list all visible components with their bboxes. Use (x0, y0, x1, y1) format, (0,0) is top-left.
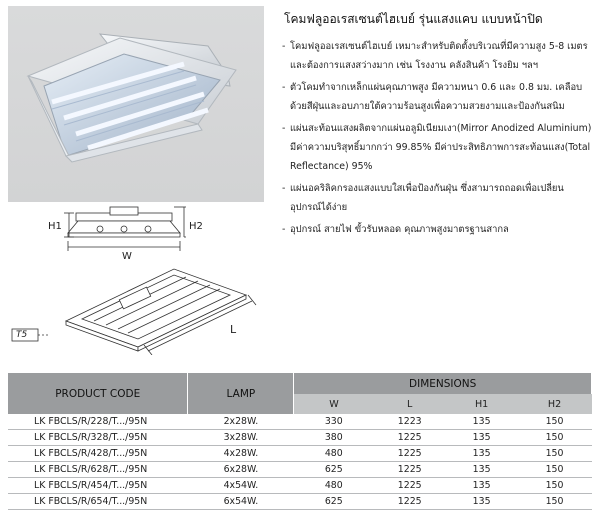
table-row (8, 494, 592, 510)
product-description (282, 10, 594, 244)
cell-w: 330 (294, 414, 374, 430)
cell-l: 1223 (374, 414, 446, 430)
table-row (8, 462, 592, 478)
cell-w: 480 (294, 478, 374, 494)
feature-item: - แผ่นอคริลิคกรองแสงแบบใสเพื่อป้องกันฝุ่น ซึ่งสามารถถอดเพื่อเปลี่ยนอุปกรณ์ได้ง่าย (282, 180, 594, 217)
cell-l: 1225 (374, 462, 446, 478)
cell-l: 1225 (374, 446, 446, 462)
cell-h1: 135 (446, 430, 518, 446)
table-body (8, 414, 592, 510)
cell-w: 625 (294, 494, 374, 510)
header-product-code: PRODUCT CODE (8, 373, 188, 414)
luminaire-image (8, 6, 264, 202)
header-l: L (374, 394, 446, 414)
h1-label: H1 (48, 221, 62, 232)
header-lamp: LAMP (188, 373, 294, 414)
feature-item: - แผ่นสะท้อนแสงผลิตจากแผ่นอลูมิเนียมเงา(Mirror Anodized Aluminium) มีค่าความบริสุทธิ์มากกว่า 99.85% มีค่าประสิทธิภาพการสะท้อนแสง(Total Reflectance) 95% (282, 120, 594, 176)
cell-w: 380 (294, 430, 374, 446)
cell-h1: 135 (446, 478, 518, 494)
feature-list (282, 38, 594, 240)
table-row (8, 430, 592, 446)
cell-h1: 135 (446, 494, 518, 510)
feature-item: - ตัวโคมทำจากเหล็กแผ่นคุณภาพสูง มีความหนา 0.6 และ 0.8 มม. เคลือบด้วยสีฝุ่นและอบภายใต้ความร้อนสูงเพื่อความสวยงามและป้องกันสนิม (282, 79, 594, 116)
cell-code: LK FBCLS/R/328/T.../95N (8, 430, 188, 446)
cell-lamp: 4x54W. (188, 478, 294, 494)
cell-h2: 150 (518, 446, 592, 462)
cell-code: LK FBCLS/R/628/T.../95N (8, 462, 188, 478)
dimension-drawings (8, 205, 264, 355)
cell-l: 1225 (374, 430, 446, 446)
product-title: โคมฟลูออเรสเซนต์ไฮเบย์ รุ่นแสงแคบ แบบหน้าปิด (284, 12, 543, 26)
table-row (8, 478, 592, 494)
cell-h1: 135 (446, 446, 518, 462)
l-label: L (230, 323, 237, 336)
table-row (8, 446, 592, 462)
cell-h2: 150 (518, 414, 592, 430)
cell-h2: 150 (518, 430, 592, 446)
product-photo (8, 6, 264, 202)
header-dimensions: DIMENSIONS (294, 373, 592, 394)
cell-lamp: 6x28W. (188, 462, 294, 478)
cell-l: 1225 (374, 494, 446, 510)
cell-w: 480 (294, 446, 374, 462)
dimension-diagram (8, 205, 264, 355)
feature-item: - อุปกรณ์ สายไฟ ขั้วรับหลอด คุณภาพสูงมาตรฐานสากล (282, 221, 594, 240)
header-w: W (294, 394, 374, 414)
cell-code: LK FBCLS/R/454/T.../95N (8, 478, 188, 494)
cell-h1: 135 (446, 462, 518, 478)
cell-lamp: 2x28W. (188, 414, 294, 430)
table-row (8, 414, 592, 430)
cell-h2: 150 (518, 478, 592, 494)
cell-h2: 150 (518, 462, 592, 478)
cell-code: LK FBCLS/R/654/T.../95N (8, 494, 188, 510)
cell-lamp: 6x54W. (188, 494, 294, 510)
cell-lamp: 3x28W. (188, 430, 294, 446)
header-h2: H2 (518, 394, 592, 414)
header-h1: H1 (446, 394, 518, 414)
cell-h1: 135 (446, 414, 518, 430)
feature-item: - โคมฟลูออเรสเซนต์ไฮเบย์ เหมาะสำหรับติดตั้งบริเวณที่มีความสูง 5-8 เมตร และต้องการแสงสว่างมาก เช่น โรงงาน คลังสินค้า โรงยิม ฯลฯ (282, 38, 594, 75)
w-label: W (122, 251, 132, 262)
specification-table (8, 373, 592, 510)
cell-h2: 150 (518, 494, 592, 510)
cell-code: LK FBCLS/R/228/T.../95N (8, 414, 188, 430)
h2-label: H2 (189, 221, 203, 232)
cell-code: LK FBCLS/R/428/T.../95N (8, 446, 188, 462)
cell-w: 625 (294, 462, 374, 478)
cell-l: 1225 (374, 478, 446, 494)
cell-lamp: 4x28W. (188, 446, 294, 462)
lamp-type-label: T5 (16, 330, 28, 340)
